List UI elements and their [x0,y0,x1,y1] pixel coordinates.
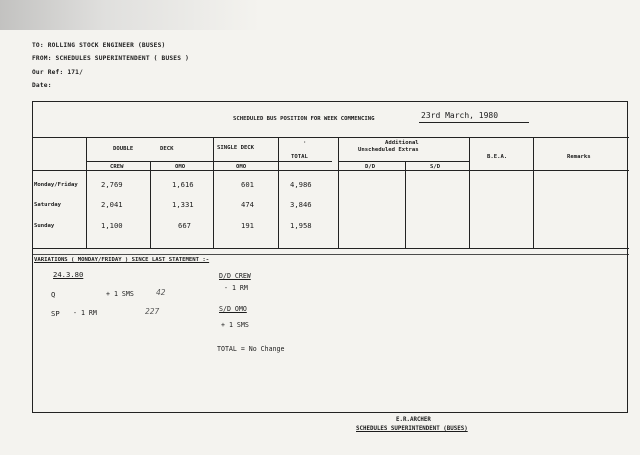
row-crew: 2,041 [101,200,123,209]
header-remarks: Remarks [567,154,591,160]
header-dot: · [303,140,307,146]
handwritten-note-42: 42 [156,288,166,297]
rule-variations [33,254,629,255]
memo-date: Date: [32,82,52,89]
memo-ref: Our Ref: 171/ [32,69,84,76]
col-rule [469,137,470,248]
header-total: TOTAL [291,154,308,160]
header-crew: CREW [110,164,124,170]
table-title: SCHEDULED BUS POSITION FOR WEEK COMMENCING [233,116,375,122]
header-double: DOUBLE [113,146,134,152]
dd-crew-value: - 1 RM [224,284,248,292]
row-crew: 1,100 [101,221,123,230]
rule-subheader-extras [339,161,469,162]
variations-total: TOTAL = No Change [217,345,285,353]
rule-title [33,137,629,138]
row-day: Saturday [34,202,61,208]
row-day: Monday/Friday [34,182,78,188]
variation-sp-value: - 1 RM [73,309,97,317]
week-underline [419,122,529,123]
col-rule [213,137,214,248]
col-rule [86,137,87,248]
bus-position-table [32,101,628,413]
variation-q-label: Q [51,290,56,299]
header-dd-omo: OMO [175,164,186,170]
header-deck: DECK [160,146,174,152]
row-sd-omo: 474 [241,200,254,209]
dd-crew-label: D/D CREW [219,272,251,280]
col-rule [338,137,339,248]
week-date: 23rd March, 1980 [421,111,499,120]
rule-body-end [33,248,629,249]
row-sd-omo: 601 [241,180,254,189]
row-day: Sunday [34,223,55,229]
variation-sp-label: SP [51,309,60,318]
row-dd-omo: 667 [178,221,191,230]
header-sd-omo: OMO [236,164,247,170]
row-dd-omo: 1,616 [172,180,194,189]
col-rule [278,137,279,248]
header-extra-dd: D/D [365,164,376,170]
memo-from: FROM: SCHEDULES SUPERINTENDENT ( BUSES ) [32,55,190,62]
header-single-deck: SINGLE DECK [217,145,255,151]
col-rule [150,161,151,248]
header-additional: Additional [385,140,419,146]
rule-subheader [86,161,332,162]
handwritten-note-227: 227 [145,307,160,316]
row-crew: 2,769 [101,180,123,189]
row-total: 1,958 [290,221,312,230]
header-unscheduled: Unscheduled Extras [358,147,419,153]
signature-name: E.R.ARCHER [396,417,431,423]
row-total: 3,846 [290,200,312,209]
header-bea: B.E.A. [487,154,508,160]
signature-title: SCHEDULES SUPERINTENDENT (BUSES) [356,426,468,432]
row-total: 4,986 [290,180,312,189]
sd-omo-value: + 1 SMS [221,321,249,329]
rule-header [33,170,629,171]
col-rule [533,137,534,248]
row-dd-omo: 1,331 [172,200,194,209]
variation-q-value: + 1 SMS [106,290,134,298]
col-rule [405,161,406,248]
variations-heading: VARIATIONS ( MONDAY/FRIDAY ) SINCE LAST STATEMENT :- [34,257,210,263]
header-extra-sd: S/D [430,164,441,170]
sd-omo-label: S/D OMO [219,305,247,313]
variations-date: 24.3.80 [53,270,84,279]
row-sd-omo: 191 [241,221,254,230]
memo-to: TO: ROLLING STOCK ENGINEER (BUSES) [32,42,166,49]
scan-smudge [0,0,260,30]
